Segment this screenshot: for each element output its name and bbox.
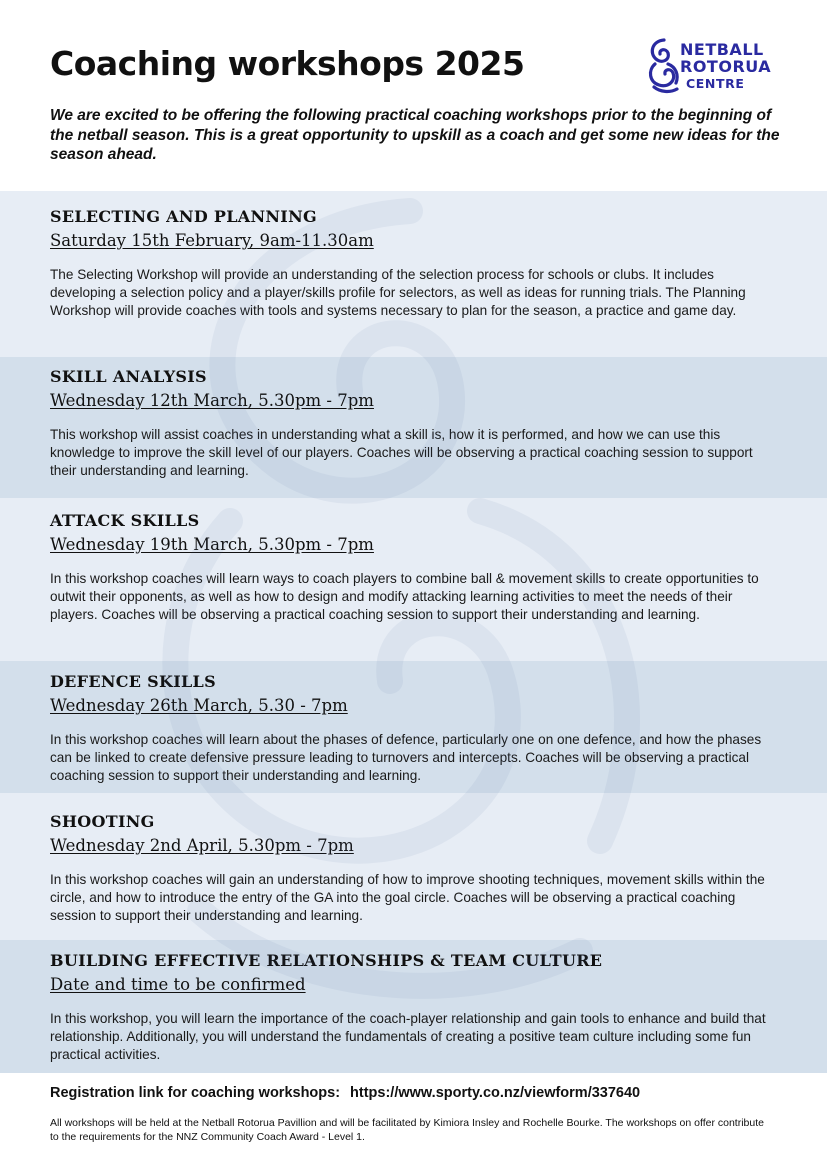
logo-line-rotorua: ROTORUA: [680, 57, 772, 76]
workshop-selecting-planning: [0, 191, 827, 357]
footnote: All workshops will be held at the Netball Rotorua Pavillion and will be facilitated by Kimiora Insley and Rochelle Bourke. The workshops on offer contribute to the requirements for the NNZ Community Coach Award - Level 1.: [50, 1117, 764, 1143]
workshop-title: BUILDING EFFECTIVE RELATIONSHIPS & TEAM CULTURE: [50, 951, 603, 970]
intro-text: We are excited to be offering the following practical coaching workshops prior to the beginning of the netball season. This is a great opportunity to upskill as a coach and get some new ideas for the season ahead.: [50, 107, 780, 163]
registration-label: Registration link for coaching workshops:: [50, 1085, 341, 1101]
workshop-title: SELECTING AND PLANNING: [50, 207, 317, 226]
workshop-title: ATTACK SKILLS: [50, 511, 200, 530]
logo-wordmark: [680, 41, 771, 92]
workshop-date: Wednesday 26th March, 5.30 - 7pm: [50, 696, 348, 715]
workshop-relationships-culture: [0, 940, 827, 1073]
registration-link[interactable]: https://www.sporty.co.nz/viewform/337640: [350, 1085, 641, 1101]
koru-logo-icon: [646, 37, 682, 95]
logo-line-netball: NETBALL: [680, 40, 764, 59]
workshop-list: [0, 191, 827, 1073]
workshop-date: Wednesday 2nd April, 5.30pm - 7pm: [50, 836, 354, 855]
logo-line-centre: CENTRE: [686, 76, 745, 91]
workshop-description: In this workshop coaches will learn ways to coach players to combine ball & movement skills to create opportunities to outwit their opponents, as well as how to design and modify attacking learning activities to meet the needs of their players. Coaches will be observing a practical coaching session to support their understanding and learning.: [50, 571, 759, 622]
workshop-skill-analysis: [0, 357, 827, 498]
workshop-description: The Selecting Workshop will provide an understanding of the selection process for schools or clubs. It includes developing a selection policy and a player/skills profile for selectors, as well as ideas for running trials. The Planning Workshop will provide coaches with tools and systems necessary to plan for the season, a practice and game day.: [50, 267, 746, 318]
registration-line: [50, 1085, 640, 1101]
workshop-title: DEFENCE SKILLS: [50, 672, 216, 691]
workshop-date: Saturday 15th February, 9am-11.30am: [50, 231, 374, 250]
workshop-date: Wednesday 19th March, 5.30pm - 7pm: [50, 535, 374, 554]
workshop-title: SHOOTING: [50, 812, 155, 831]
workshop-title: SKILL ANALYSIS: [50, 367, 207, 386]
workshop-description: This workshop will assist coaches in understanding what a skill is, how it is performed, and how we can use this knowledge to improve the skill level of our players. Coaches will be observing a practical coaching session to support their understanding and learning.: [50, 427, 753, 478]
netball-rotorua-logo: [646, 37, 782, 95]
workshop-description: In this workshop coaches will gain an understanding of how to improve shooting techniques, movement skills within the circle, and how to introduce the entry of the GA into the goal circle. Coaches will be observing a practical coaching session to support their understanding and learning.: [50, 872, 765, 923]
workshop-date: Wednesday 12th March, 5.30pm - 7pm: [50, 391, 374, 410]
workshop-date: Date and time to be confirmed: [50, 975, 306, 994]
workshop-description: In this workshop coaches will learn about the phases of defence, particularly one on one defence, and how the phases can be linked to create defensive pressure leading to turnovers and intercepts. Coaches will be observing a practical coaching session to support their understanding and learning.: [50, 732, 762, 783]
workshop-shooting: [0, 793, 827, 940]
workshop-description: In this workshop, you will learn the importance of the coach-player relationship and gain tools to enhance and build that relationship. Additionally, you will understand the fundamentals of creating a positive team culture including some fun practical activities.: [50, 1011, 766, 1062]
workshop-attack-skills: [0, 498, 827, 661]
workshop-defence-skills: [0, 661, 827, 793]
page-title: Coaching workshops 2025: [50, 44, 525, 83]
